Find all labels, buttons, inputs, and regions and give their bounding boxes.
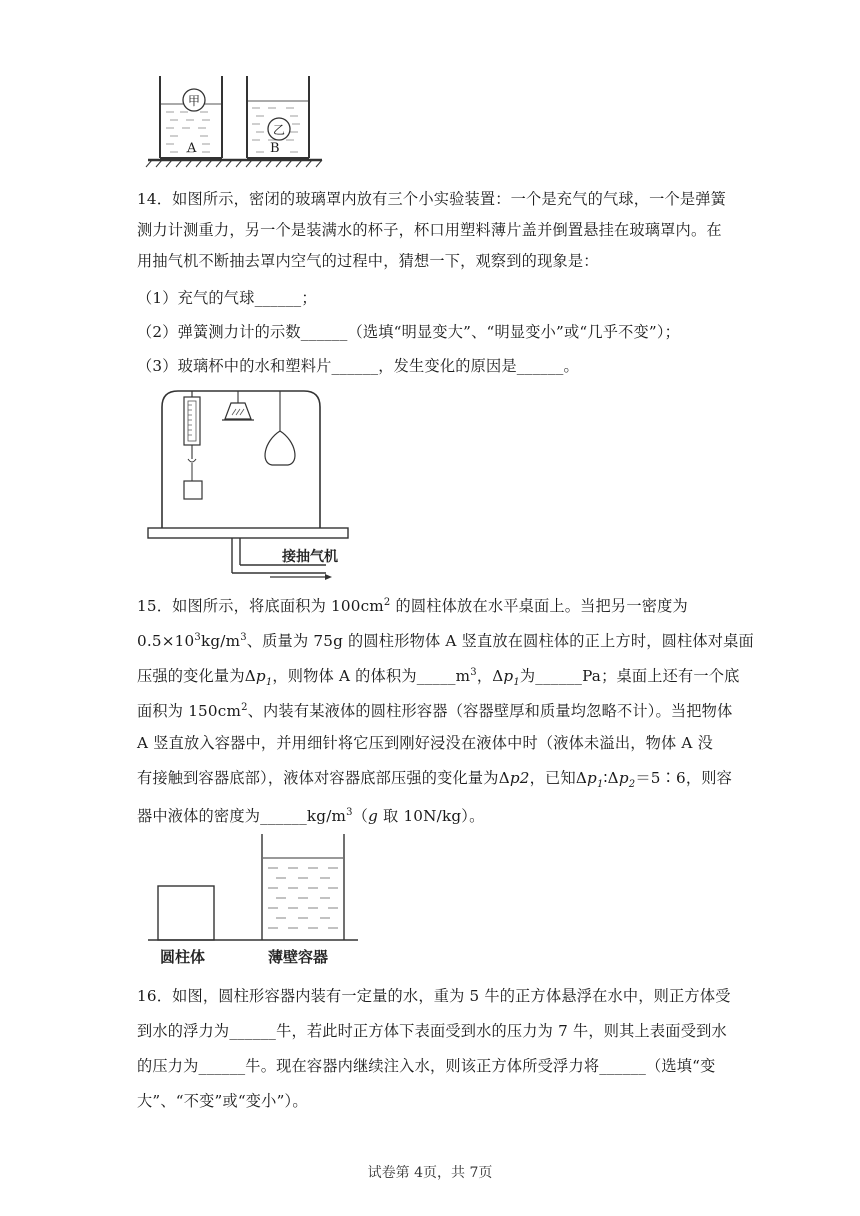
q15-line-1: 15．如图所示，将底面积为 $100cm^2$ 的圆柱体放在水平桌面上。当把另一密度为 xyxy=(137,597,688,616)
q14-line-3: 用抽气机不断抽去罩内空气的过程中，猜想一下，观察到的现象是： xyxy=(137,252,599,270)
q15-line-3: 压强的变化量为$\Delta p_1$，则物体 A 的体积为$\_\_\_\_\_m^3$，$\Delta p_1$为______Pa；桌面上还有一个底 xyxy=(137,667,740,689)
figure-containers-ab xyxy=(140,68,330,168)
q16-line-3: 的压力为______牛。现在容器内继续注入水，则该正方体所受浮力将______（选填“变 xyxy=(137,1057,716,1075)
q15-line-5: A 竖直放入容器中，并用细针将它压到刚好浸没在液体中时（液体未溢出，物体 A 没 xyxy=(137,734,713,752)
q16-line-4: 大”、“不变”或“变小”）。 xyxy=(137,1092,308,1110)
q15-line-4: 面积为 $150cm^2$、内装有某液体的圆柱形容器（容器壁厚和质量均忽略不计）。当把物体 xyxy=(137,702,733,721)
ball-jia-label: 甲 xyxy=(188,94,201,108)
q15-line-6: 有接触到容器底部），液体对容器底部压强的变化量为Δp2，已知$\Delta p_1∶\Delta p_2=5∶6$，则容 xyxy=(137,769,733,791)
q15-line-7: 器中液体的密度为$\_\_\_\_\_\_kg/m^3(g$ 取 10N/kg）。 xyxy=(137,807,485,826)
q16-line-1: 16．如图，圆柱形容器内装有一定量的水，重为 5 牛的正方体悬浮在水中，则正方体受 xyxy=(137,987,731,1005)
q14-line-1: 14．如图所示，密闭的玻璃罩内放有三个小实验装置：一个是充气的气球，一个是弹簧 xyxy=(137,190,727,208)
figure-cylinder-container xyxy=(148,830,363,945)
cylinder-label: 圆柱体 xyxy=(160,948,206,966)
ball-yi-label: 乙 xyxy=(273,123,286,137)
q14-item-1: （1）充气的气球______； xyxy=(137,289,317,307)
q14-line-2: 测力计测重力，另一个是装满水的杯子，杯口用塑料薄片盖并倒置悬挂在玻璃罩内。在 xyxy=(137,221,722,239)
container-b-label: B xyxy=(270,141,280,156)
vacuum-pump-label: 接抽气机 xyxy=(282,549,338,565)
q16-line-2: 到水的浮力为______牛，若此时正方体下表面受到水的压力为 7 牛，则其上表面受到水 xyxy=(137,1022,727,1040)
q14-item-2: （2）弹簧测力计的示数______（选填“明显变大”、“明显变小”或“几乎不变”）； xyxy=(137,323,681,341)
container-a-label: A xyxy=(187,141,197,156)
page-footer: 试卷第 4页，共 7页 xyxy=(367,1165,493,1181)
q15-line-2: $0.5\times 10^3kg/m^3$、质量为 75g 的圆柱形物体 A 竖直放在圆柱体的正上方时，圆柱体对桌面 xyxy=(137,632,754,651)
q14-item-3: （3）玻璃杯中的水和塑料片______，发生变化的原因是______。 xyxy=(137,357,579,375)
container-label: 薄壁容器 xyxy=(268,948,329,966)
